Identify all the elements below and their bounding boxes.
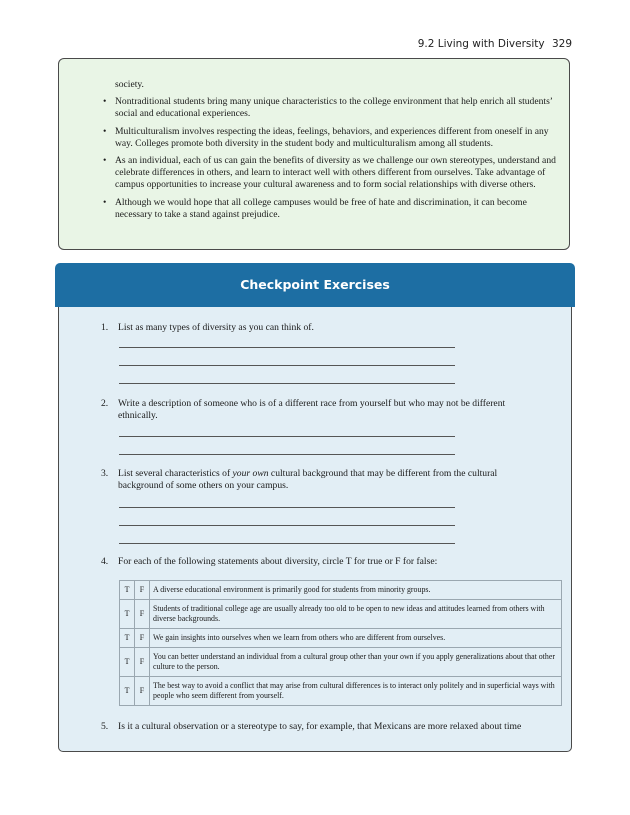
statement-text: Students of traditional college age are usually already too old to be open to new ideas and attitudes learned from others with diverse backgrounds. <box>150 600 562 629</box>
question-text: List as many types of diversity as you can think of. <box>118 322 314 333</box>
key-takeaways-box <box>58 58 570 250</box>
question-3 <box>101 468 541 493</box>
takeaway-item: • Multiculturalism involves respecting the ideas, feelings, behaviors, and experiences different from oneself in any way. Colleges promote both diversity in the student body and multiculturalism among all students. <box>115 126 559 150</box>
takeaway-list <box>115 96 559 221</box>
false-option[interactable]: F <box>135 629 150 648</box>
question-1 <box>101 322 541 334</box>
answer-line[interactable] <box>119 383 455 384</box>
true-option[interactable]: T <box>120 600 135 629</box>
true-option[interactable]: T <box>120 629 135 648</box>
answer-line[interactable] <box>119 525 455 526</box>
table-row <box>120 600 562 629</box>
question-text: Is it a cultural observation or a stereotype to say, for example, that Mexicans are more relaxed about time <box>118 721 522 732</box>
section-title: 9.2 Living with Diversity <box>417 38 545 50</box>
continuation-text: society. <box>115 79 144 90</box>
false-option[interactable]: F <box>135 648 150 677</box>
question-text-part: List several characteristics of <box>118 468 233 479</box>
takeaway-item: • Although we would hope that all college campuses would be free of hate and discrimination, it can become necessary to take a stand against prejudice. <box>115 197 559 221</box>
answer-line[interactable] <box>119 507 455 508</box>
true-false-table <box>119 580 562 706</box>
page-number: 329 <box>551 38 572 50</box>
question-number: 4. <box>101 556 109 567</box>
checkpoint-exercises-body <box>58 307 572 752</box>
question-5 <box>101 721 541 733</box>
true-option[interactable]: T <box>120 648 135 677</box>
statement-text: The best way to avoid a conflict that may arise from cultural differences is to interact only politely and in superficial ways with people who seem different from yourself. <box>150 677 562 706</box>
answer-line[interactable] <box>119 365 455 366</box>
table-row <box>120 581 562 600</box>
question-text-part: cultural background that may be different from the cultural background of some others on your campus. <box>118 468 498 492</box>
question-number: 5. <box>101 721 109 732</box>
table-row <box>120 648 562 677</box>
question-text <box>118 468 541 493</box>
question-emphasis: your own <box>232 468 269 479</box>
true-option[interactable]: T <box>120 581 135 600</box>
takeaway-item: • Nontraditional students bring many unique characteristics to the college environment that help enrich all students’ social and educational experiences. <box>115 96 559 120</box>
question-number: 1. <box>101 322 109 333</box>
running-header <box>418 38 572 50</box>
question-2 <box>101 398 541 423</box>
answer-line[interactable] <box>119 436 455 437</box>
question-number: 3. <box>101 468 109 479</box>
checkpoint-exercises-header: Checkpoint Exercises <box>55 263 575 307</box>
question-text: For each of the following statements about diversity, circle T for true or F for false: <box>118 556 438 567</box>
question-number: 2. <box>101 398 109 409</box>
false-option[interactable]: F <box>135 600 150 629</box>
false-option[interactable]: F <box>135 677 150 706</box>
false-option[interactable]: F <box>135 581 150 600</box>
answer-line[interactable] <box>119 347 455 348</box>
takeaway-item: • As an individual, each of us can gain the benefits of diversity as we challenge our own stereotypes, understand and celebrate differences in others, and learn to interact well with others different from ourselves. Take advantage of campus opportunities to increase your cultural awareness and to form social relationships with diverse others. <box>115 155 559 192</box>
statement-text: You can better understand an individual from a cultural group other than your own if you apply generalizations about that other culture to the person. <box>150 648 562 677</box>
question-text: Write a description of someone who is of a different race from yourself but who may not be different ethnically. <box>118 398 506 422</box>
answer-line[interactable] <box>119 543 455 544</box>
statement-text: We gain insights into ourselves when we learn from others who are different from ourselves. <box>150 629 562 648</box>
answer-line[interactable] <box>119 454 455 455</box>
question-4 <box>101 556 541 568</box>
statement-text: A diverse educational environment is primarily good for students from minority groups. <box>150 581 562 600</box>
table-row <box>120 629 562 648</box>
true-option[interactable]: T <box>120 677 135 706</box>
table-row <box>120 677 562 706</box>
